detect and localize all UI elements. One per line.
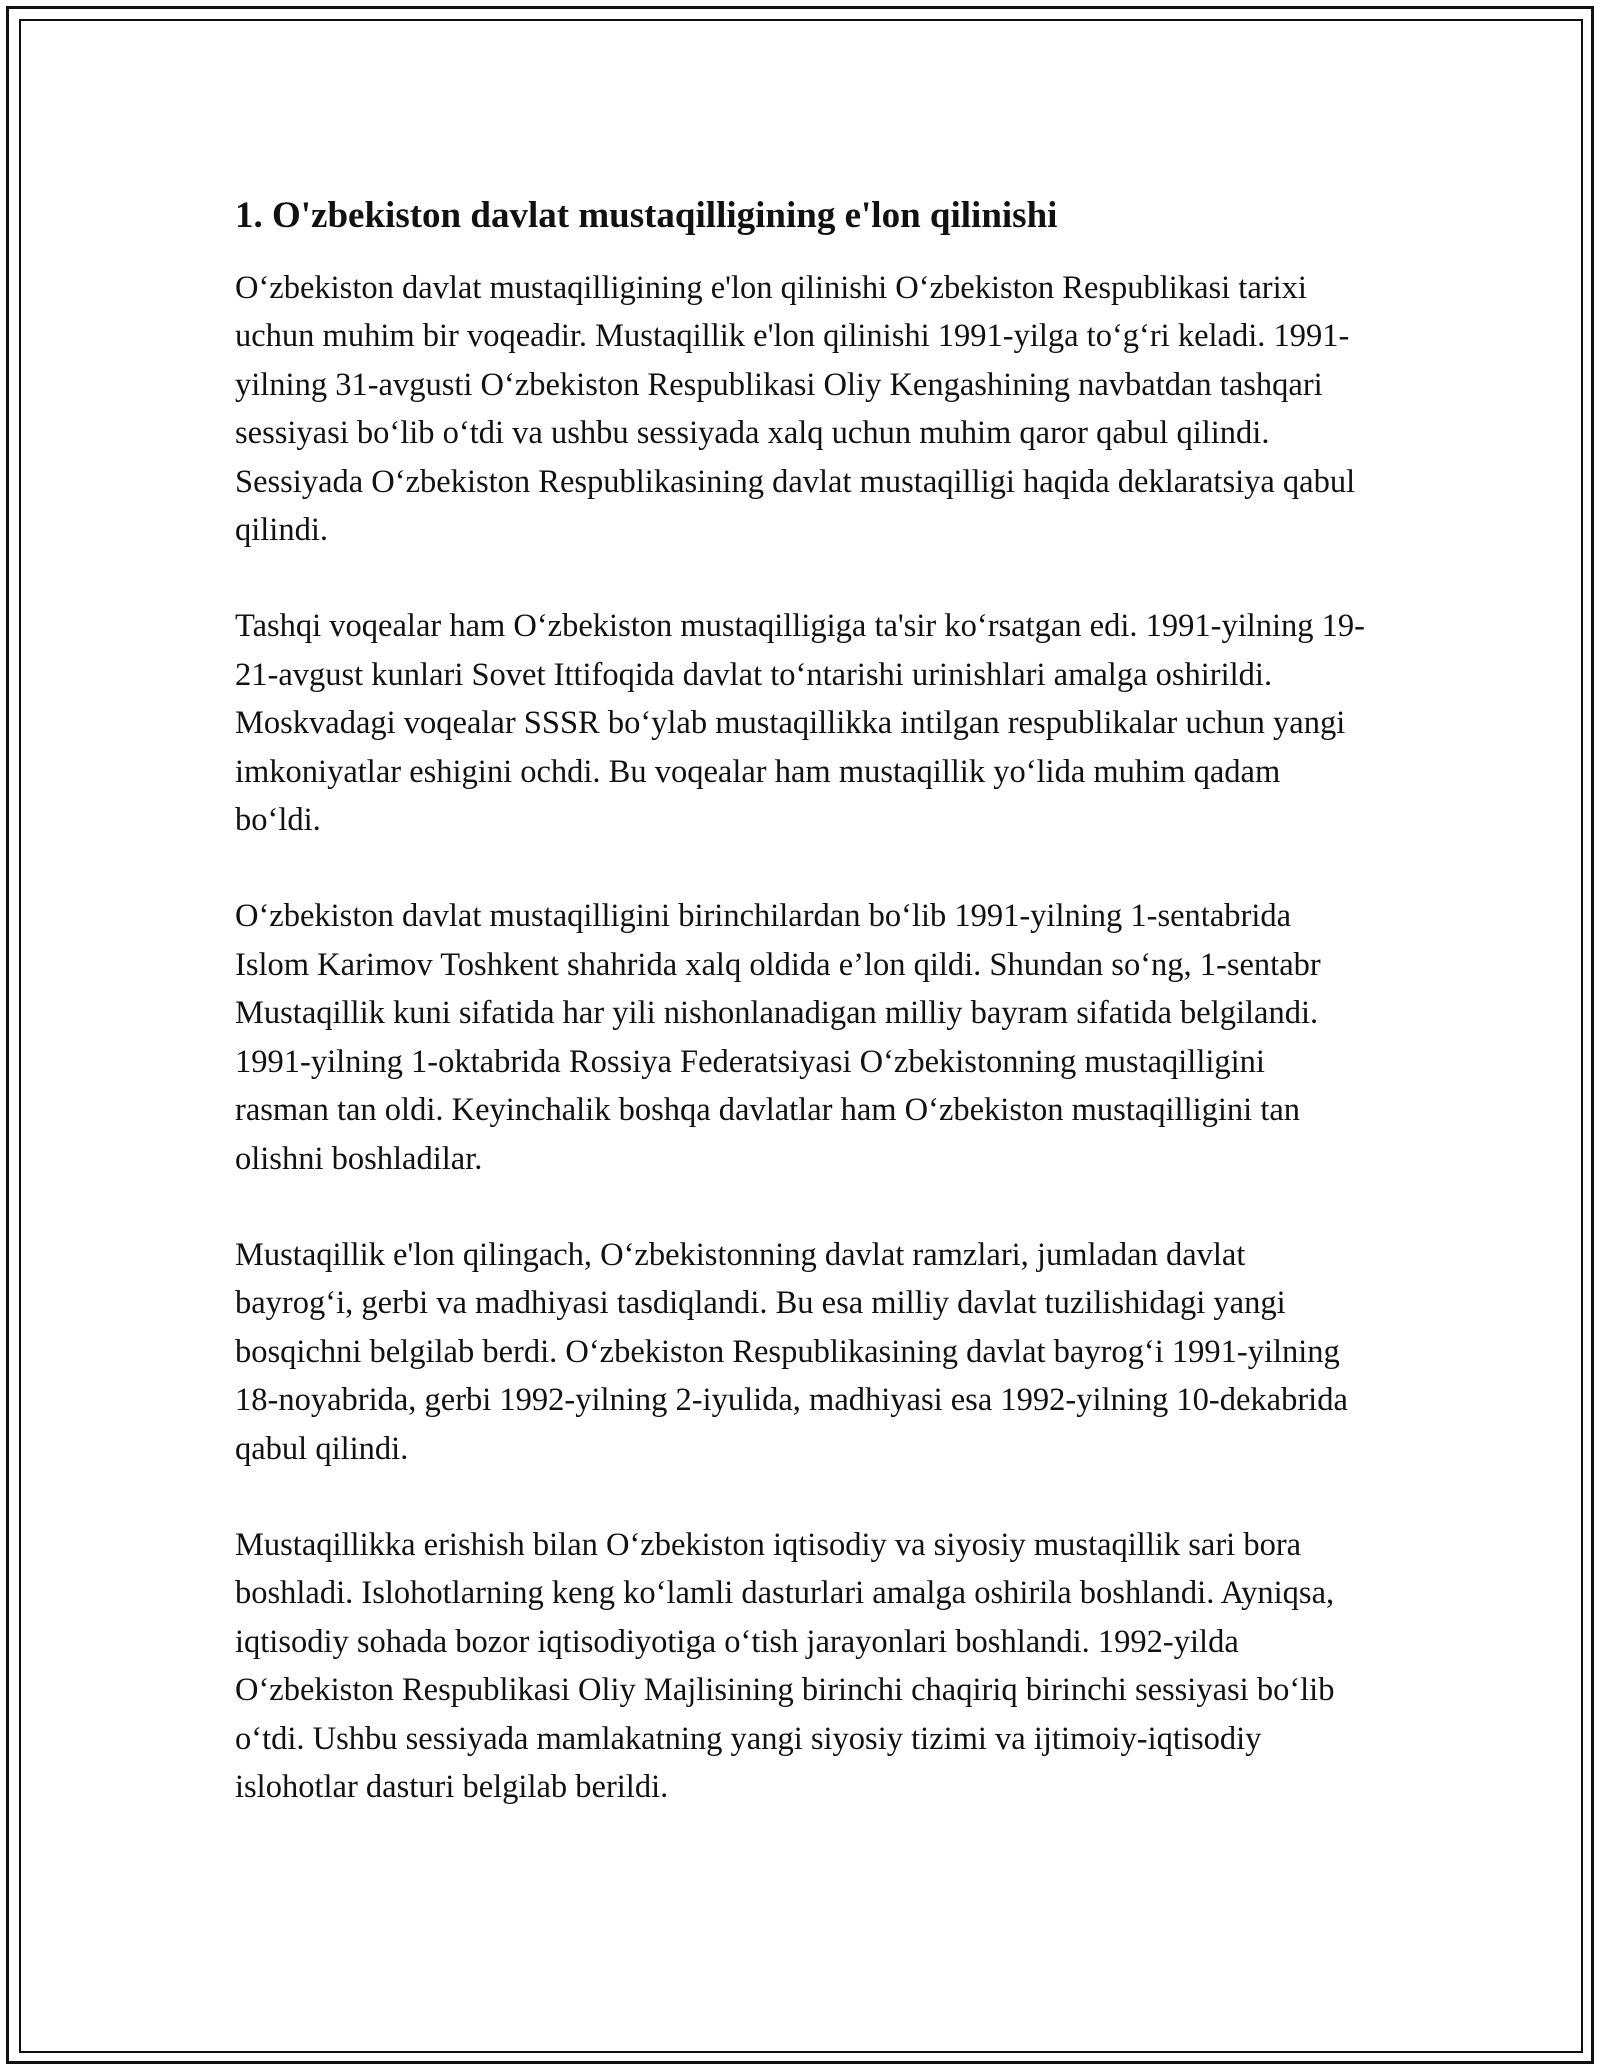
- paragraph-4: Mustaqillik e'lon qilingach, O‘zbekistonning davlat ramzlari, jumladan davlat bayrog‘i, gerbi va madhiyasi tasdiqlandi. Bu esa milliy davlat tuzilishidagi yangi bosqichni belgilab berdi. O‘zbekiston Respublikasining davlat bayrog‘i 1991-yilning 18-noyabrida, gerbi 1992-yilning 2-iyulida, madhiyasi esa 1992-yilning 10-dekabrida qabul qilindi.: [235, 1236, 1348, 1467]
- paragraph-1: O‘zbekiston davlat mustaqilligining e'lon qilinishi O‘zbekiston Respublikasi tarixi uchun muhim bir voqeadir. Mustaqillik e'lon qilinishi 1991-yilga to‘g‘ri keladi. 1991-yilning 31-avgusti O‘zbekiston Respublikasi Oliy Kengashining navbatdan tashqari sessiyasi bo‘lib o‘tdi va ushbu sessiyada xalq uchun muhim qaror qabul qilindi. Sessiyada O‘zbekiston Respublikasining davlat mustaqilligi haqida deklaratsiya qabul qilindi.: [235, 270, 1356, 549]
- section-heading: 1. O'zbekiston davlat mustaqilligining e'lon qilinishi: [235, 195, 1058, 236]
- paragraph-3: O‘zbekiston davlat mustaqilligini birinchilardan bo‘lib 1991-yilning 1-sentabrida Islom Karimov Toshkent shahrida xalq oldida e’lon qildi. Shundan so‘ng, 1-sentabr Mustaqillik kuni sifatida har yili nishonlanadigan milliy bayram sifatida belgilandi. 1991-yilning 1-oktabrida Rossiya Federatsiyasi O‘zbekistonning mustaqilligini rasman tan oldi. Keyinchalik boshqa davlatlar ham O‘zbekiston mustaqilligini tan olishni boshladilar.: [235, 898, 1321, 1177]
- document-body: [235, 188, 1365, 1859]
- paragraph-5: Mustaqillikka erishish bilan O‘zbekiston iqtisodiy va siyosiy mustaqillik sari bora boshladi. Islohotlarning keng ko‘lamli dasturlari amalga oshirila boshlandi. Ayniqsa, iqtisodiy sohada bozor iqtisodiyotiga o‘tish jarayonlari boshlandi. 1992-yilda O‘zbekiston Respublikasi Oliy Majlisining birinchi chaqiriq birinchi sessiyasi bo‘lib o‘tdi. Ushbu sessiyada mamlakatning yangi siyosiy tizimi va ijtimoiy-iqtisodiy islohotlar dasturi belgilab berildi.: [235, 1526, 1335, 1805]
- paragraph-2: Tashqi voqealar ham O‘zbekiston mustaqilligiga ta'sir ko‘rsatgan edi. 1991-yilning 19-21-avgust kunlari Sovet Ittifoqida davlat to‘ntarishi urinishlari amalga oshirildi. Moskvadagi voqealar SSSR bo‘ylab mustaqillikka intilgan respublikalar uchun yangi imkoniyatlar eshigini ochdi. Bu voqealar ham mustaqillik yo‘lida muhim qadam bo‘ldi.: [235, 608, 1365, 839]
